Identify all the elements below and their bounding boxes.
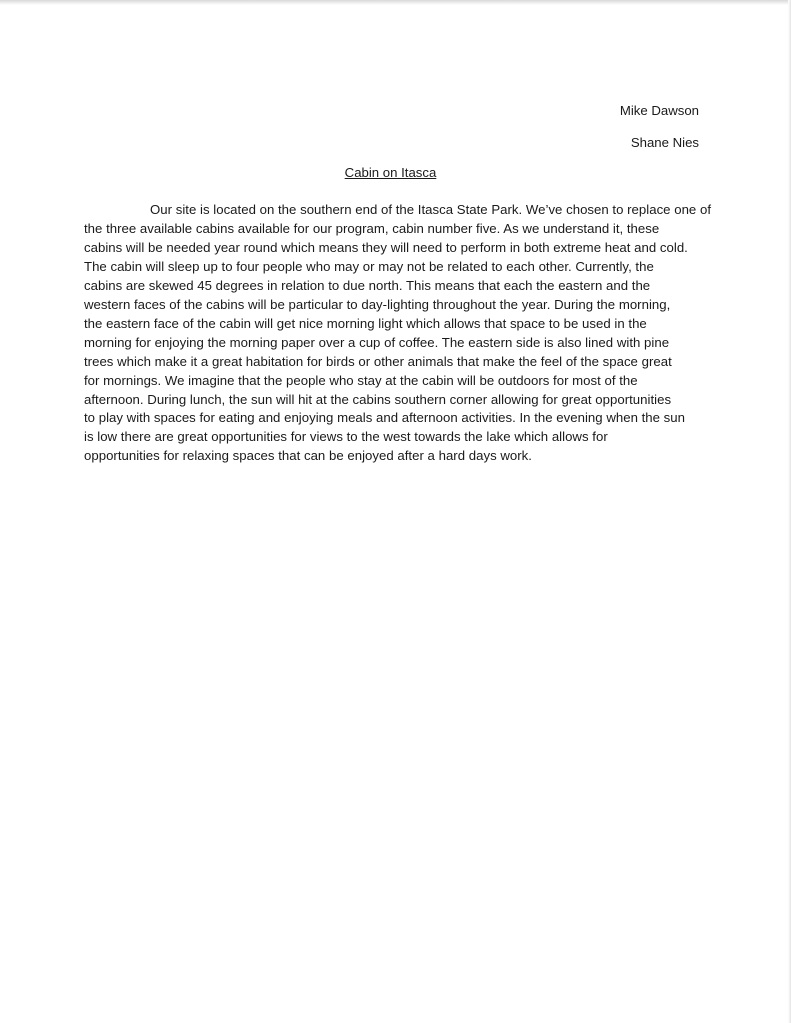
- paragraph-line: the eastern face of the cabin will get nice morning light which allows that space to be used in the: [84, 315, 647, 331]
- document-title-container: [0, 165, 791, 181]
- author-name: Mike Dawson: [619, 103, 699, 118]
- author-name: Shane Nies: [630, 135, 699, 150]
- paragraph-line: to play with spaces for eating and enjoying meals and afternoon activities. In the evening when the sun: [84, 410, 686, 426]
- paragraph-line: opportunities for relaxing spaces that can be enjoyed after a hard days work.: [84, 448, 532, 464]
- scan-edge-top: [0, 0, 791, 5]
- document-title: Cabin on Itasca: [344, 165, 437, 180]
- paragraph-line: The cabin will sleep up to four people who may or may not be related to each other. Currently, the: [84, 258, 654, 274]
- paragraph-line: morning for enjoying the morning paper over a cup of coffee. The eastern side is also lined with pine: [84, 334, 670, 350]
- paragraph-line: is low there are great opportunities for views to the west towards the lake which allows for: [84, 429, 608, 445]
- paragraph-line: afternoon. During lunch, the sun will hit at the cabins southern corner allowing for great opportunities: [84, 391, 672, 407]
- paragraph-line: the three available cabins available for our program, cabin number five. As we understand it, these: [84, 220, 660, 236]
- paragraph-line: cabins will be needed year round which means they will need to perform in both extreme heat and cold.: [84, 239, 688, 255]
- body-paragraph: [84, 201, 724, 466]
- paragraph-line: Our site is located on the southern end of the Itasca State Park. We’ve chosen to replace one of: [150, 202, 712, 217]
- paragraph-line: cabins are skewed 45 degrees in relation to due north. This means that each the eastern and the: [84, 277, 651, 293]
- paragraph-line: western faces of the cabins will be particular to day-lighting throughout the year. During the morning,: [84, 296, 671, 312]
- paragraph-line: trees which make it a great habitation for birds or other animals that make the feel of the space great: [84, 353, 672, 369]
- paragraph-line: for mornings. We imagine that the people who stay at the cabin will be outdoors for most of the: [84, 372, 638, 388]
